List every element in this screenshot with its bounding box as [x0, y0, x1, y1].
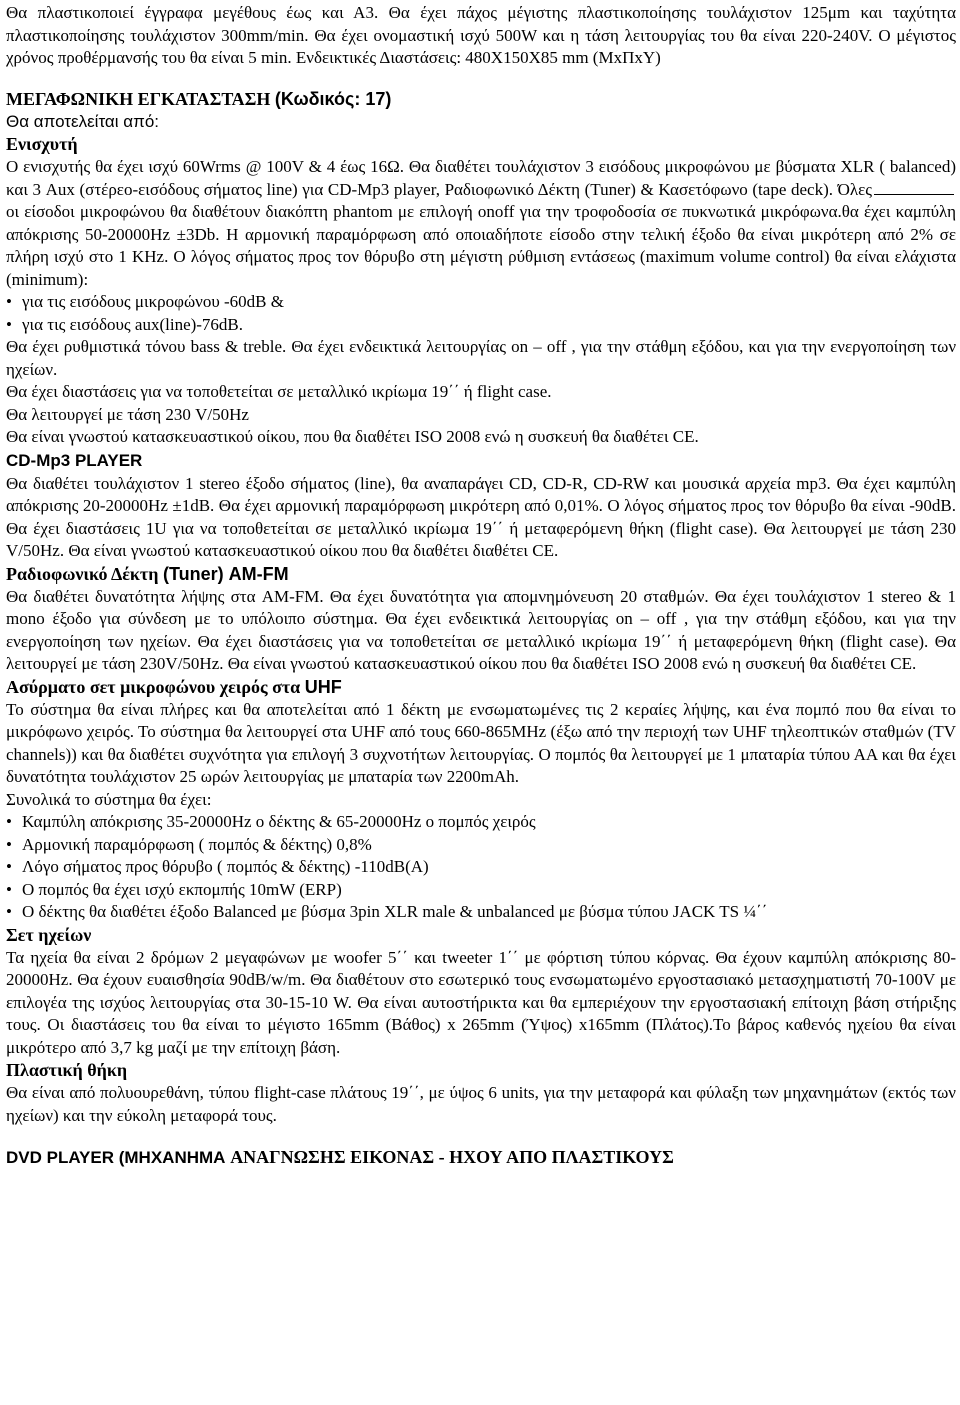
bullet-text: Ο πομπός θα έχει ισχύ εκπομπής 10mW (ERP): [22, 879, 342, 899]
bullet-icon: •: [6, 812, 12, 831]
amp-manufacturer-paragraph: Θα είναι γνωστού κατασκευαστικού οίκου, που θα διαθέτει ISO 2008 ενώ η συσκευή θα διαθέτει CE.: [6, 427, 699, 446]
bullet-icon: •: [6, 314, 12, 334]
speakers-paragraph: Τα ηχεία θα είναι 2 δρόμων 2 μεγαφώνων με woofer 5΄΄ και tweeter 1΄΄ με φόρτιση τύπου κόρνας. Θα έχουν καμπύλη απόκρισης 80-20000Hz. Θα έχουν ευαισθησία 90dB/w/m. Θα διαθέτουν στο εσωτερικό τους ενσωματωμένο εργοστασιακό μετασχηματιστή 70-100V με επιλογέα της ισχύος λειτουργίας στα 30-15-10 W. Θα είναι αυτοστήρικτα και θα εμπεριέχουν την εργοστασιακή επίτοιχη βάση στήριξης τους. Οι διαστάσεις του θα είναι το μέγιστο 165mm (Βάθος) x 265mm (Ύψος) x165mm (Πλάτος).Το βάρος καθενός ηχείου θα είναι μικρότερο από 3,7 kg μαζί με την επίτοιχη βάση.: [6, 947, 956, 1057]
tuner-paragraph: Θα διαθέτει δυνατότητα λήψης στα AM-FM. Θα έχει δυνατότητα για απομνημόνευση 20 σταθμών. Θα έχει τουλάχιστον 1 stereo & 1 mono έξοδο για σύνδεση με το υπόλοιπο σύστημα. Θα έχει ενδεικτικά λειτουργίας on – off , για την στάθμη εξόδου, και για την ενεργοποίηση των ηχείων. Θα έχει διαστάσεις για να τοποθετείται σε μεταλλικό ικρίωμα 19΄΄ ή μεταφερόμενη θήκη (flight case). Θα λειτουργεί με τάση 230V/50Hz. Θα είναι γνωστού κατασκευαστικού οίκου που θα διαθέτει ISO 2008 ενώ η συσκευή θα διαθέτει CE.: [6, 586, 956, 673]
spacer: [6, 70, 956, 88]
bullet-text: Ο δέκτης θα διαθέτει έξοδο Balanced με βύσμα 3pin XLR male & unbalanced με βύσμα τύπου JACK TS ¼΄΄: [22, 902, 768, 921]
wireless-paragraph: Το σύστημα θα είναι πλήρες και θα αποτελείται από 1 δέκτη με ενσωματωμένες τις 2 κεραίες λήψης, και ένα πομπό που θα είναι το μικρόφωνο χειρός. Το σύστημα θα λειτουργεί στα UHF από τους 660-865MHz (έξω από την περιοχή των UHF τηλεοπτικών σταθμών (TV channels)) και θα διαθέτει συχνότητα για επιλογή 3 συχνοτήτων λειτουργίας. Ο πομπός θα λειτουργεί με 1 μπαταρία τύπου ΑΑ και θα έχει δυνατότητα τουλάχιστον 25 ωρών λειτουργίας με μπαταρία των 2200mAh.: [6, 699, 956, 786]
section-heading-case: Πλαστική θήκη: [6, 1060, 128, 1080]
intro-paragraph: Θα πλαστικοποιεί έγγραφα μεγέθους έως και Α3. Θα έχει πάχος μέγιστης πλαστικοποίησης τουλάχιστον 125μm και ταχύτητα πλαστικοποίησης τουλάχιστον 300mm/min. Θα έχει ονομαστική ισχύ 500W και η τάση λειτουργίας του θα είναι 220-240V. Ο μέγιστος χρόνος προθέρμανσής του θα είναι 5 min. Ενδεικτικές Διαστάσεις: 480Χ150Χ85 mm (ΜxΠxΥ): [6, 3, 956, 67]
subheading-amplifier: Ενισχυτή: [6, 134, 78, 154]
bullet-text: για τις εισόδους aux(line)-76dB.: [22, 314, 244, 334]
amp-dimensions-paragraph: Θα έχει διαστάσεις για να τοποθετείται σε μεταλλικό ικρίωμα 19΄΄ ή flight case.: [6, 382, 552, 401]
bullet-text: Λόγο σήματος προς θόρυβο ( πομπός & δέκτης) -110dB(A): [22, 857, 429, 876]
wireless-bullet-item: [6, 901, 956, 924]
bullet-text: Αρμονική παραμόρφωση ( πομπός & δέκτης) 0,8%: [22, 834, 372, 854]
section-heading-wireless: [6, 676, 956, 699]
bullet-icon: •: [6, 879, 12, 899]
section-heading-cd: CD-Mp3 PLAYER: [6, 450, 143, 470]
section-heading-dvd: [6, 1145, 956, 1170]
case-paragraph: Θα είναι από πολυουρεθάνη, τύπου flight-case πλάτους 19΄΄, με ύψος 6 units, για την μεταφορά και φύλαξη των μηχανημάτων (εκτός των ηχείων) και την εύκολη μεταφορά τους.: [6, 1083, 956, 1125]
section-heading-tuner: [6, 563, 956, 586]
bullet-icon: •: [6, 834, 12, 854]
wireless-bullet-item: [6, 856, 956, 879]
amp-bullet-item: [6, 291, 956, 314]
wireless-bullet-item: [6, 879, 956, 902]
consists-of-label: Θα αποτελείται από:: [6, 111, 159, 131]
wireless-bullet-item: [6, 834, 956, 857]
section-heading-speakers: Σετ ηχείων: [6, 924, 92, 945]
heading-part: UHF: [304, 676, 342, 697]
wireless-bullet-item: [6, 811, 956, 834]
heading-main: ΜΕΓΑΦΩΝΙΚΗ ΕΓΚΑΤΑΣΤΑΣΗ: [6, 88, 271, 109]
heading-part: ΑΝΑΓΝΩΣΗΣ ΕΙΚΟΝΑΣ - ΗΧΟΥ ΑΠΟ ΠΛΑΣΤΙΚΟΥΣ: [230, 1147, 674, 1167]
bullet-text: για τις εισόδους μικροφώνου -60dB &: [22, 292, 284, 311]
heading-part: Ραδιοφωνικό Δέκτη: [6, 563, 159, 584]
amp-text-a: Ο ενισχυτής θα έχει ισχύ 60Wrms @ 100V & 4 έως 16Ω. Θα διαθέτει τουλάχιστον 3 εισόδους μικροφώνου με βύσματα XLR ( balanced) και 3 Aux (στέρεο-εισόδους σήματος line) για CD-Mp3 player, Ραδιοφωνικό Δέκτη (Tuner) & Κασετόφωνο (tape deck). Όλες: [6, 157, 956, 199]
bullet-icon: •: [6, 902, 12, 921]
amp-bullet-item: [6, 314, 956, 337]
section-heading-megaphone: [6, 88, 956, 111]
bullet-icon: •: [6, 857, 12, 876]
heading-part: Ασύρματο σετ μικροφώνου χειρός στα: [6, 676, 301, 697]
bullet-icon: •: [6, 292, 12, 311]
bullet-text: Καμπύλη απόκρισης 35-20000Hz ο δέκτης & 65-20000Hz ο πομπός χειρός: [22, 812, 536, 831]
heading-code: (Κωδικός: 17): [274, 88, 392, 109]
heading-part: DVD PLAYER (ΜΗΧΑΝΗΜΑ: [6, 1148, 226, 1167]
spacer: [6, 1127, 956, 1145]
amp-tone-paragraph: Θα έχει ρυθμιστικά τόνου bass & treble. Θα έχει ενδεικτικά λειτουργίας on – off , για την στάθμη εξόδου, και για την ενεργοποίηση των ηχείων.: [6, 337, 956, 379]
blank-line: [874, 182, 954, 195]
wireless-total-label: Συνολικά το σύστημα θα έχει:: [6, 789, 212, 809]
amplifier-paragraph: [6, 156, 956, 291]
amp-text-b: οι είσοδοι μικροφώνου θα διαθέτουν διακόπτη phantom με επιλογή onoff για την τροφοδοσία σε πυκνωτικά μικρόφωνα.θα έχει καμπύλη απόκρισης 50-20000Hz ±3Db. Η αρμονική παραμόρφωση από οποιαδήποτε είσοδο στην τελική έξοδο θα είναι μικρότερη από 2% σε πλήρη ισχύ στο 1 KHz. Ο λόγος σήματος προς τον θόρυβο στη μέγιστη ρύθμιση εντάσεως (maximum volume control) θα είναι ελάχιστα (minimum):: [6, 202, 956, 289]
amp-voltage-paragraph: Θα λειτουργεί με τάση 230 V/50Hz: [6, 404, 249, 424]
heading-part: (Tuner) AM-FM: [162, 563, 289, 584]
document-page: [6, 2, 956, 1170]
cd-paragraph: Θα διαθέτει τουλάχιστον 1 stereo έξοδο σήματος (line), θα αναπαράγει CD, CD-R, CD-RW και μουσικά αρχεία mp3. Θα έχει καμπύλη απόκρισης 20-20000Hz ±1dB. Θα έχει αρμονική παραμόρφωση μικρότερη από 0,01%. Ο λόγος σήματος προς τον θόρυβο θα είναι -90dB. Θα έχει διαστάσεις 1U για να τοποθετείται σε μεταλλικό ικρίωμα 19΄΄ ή μεταφερόμενη θήκη (flight case). Θα λειτουργεί με τάση 230 V/50Hz. Θα είναι γνωστού κατασκευαστικού οίκου που θα διαθέτει διαθέτει CE.: [6, 473, 956, 560]
